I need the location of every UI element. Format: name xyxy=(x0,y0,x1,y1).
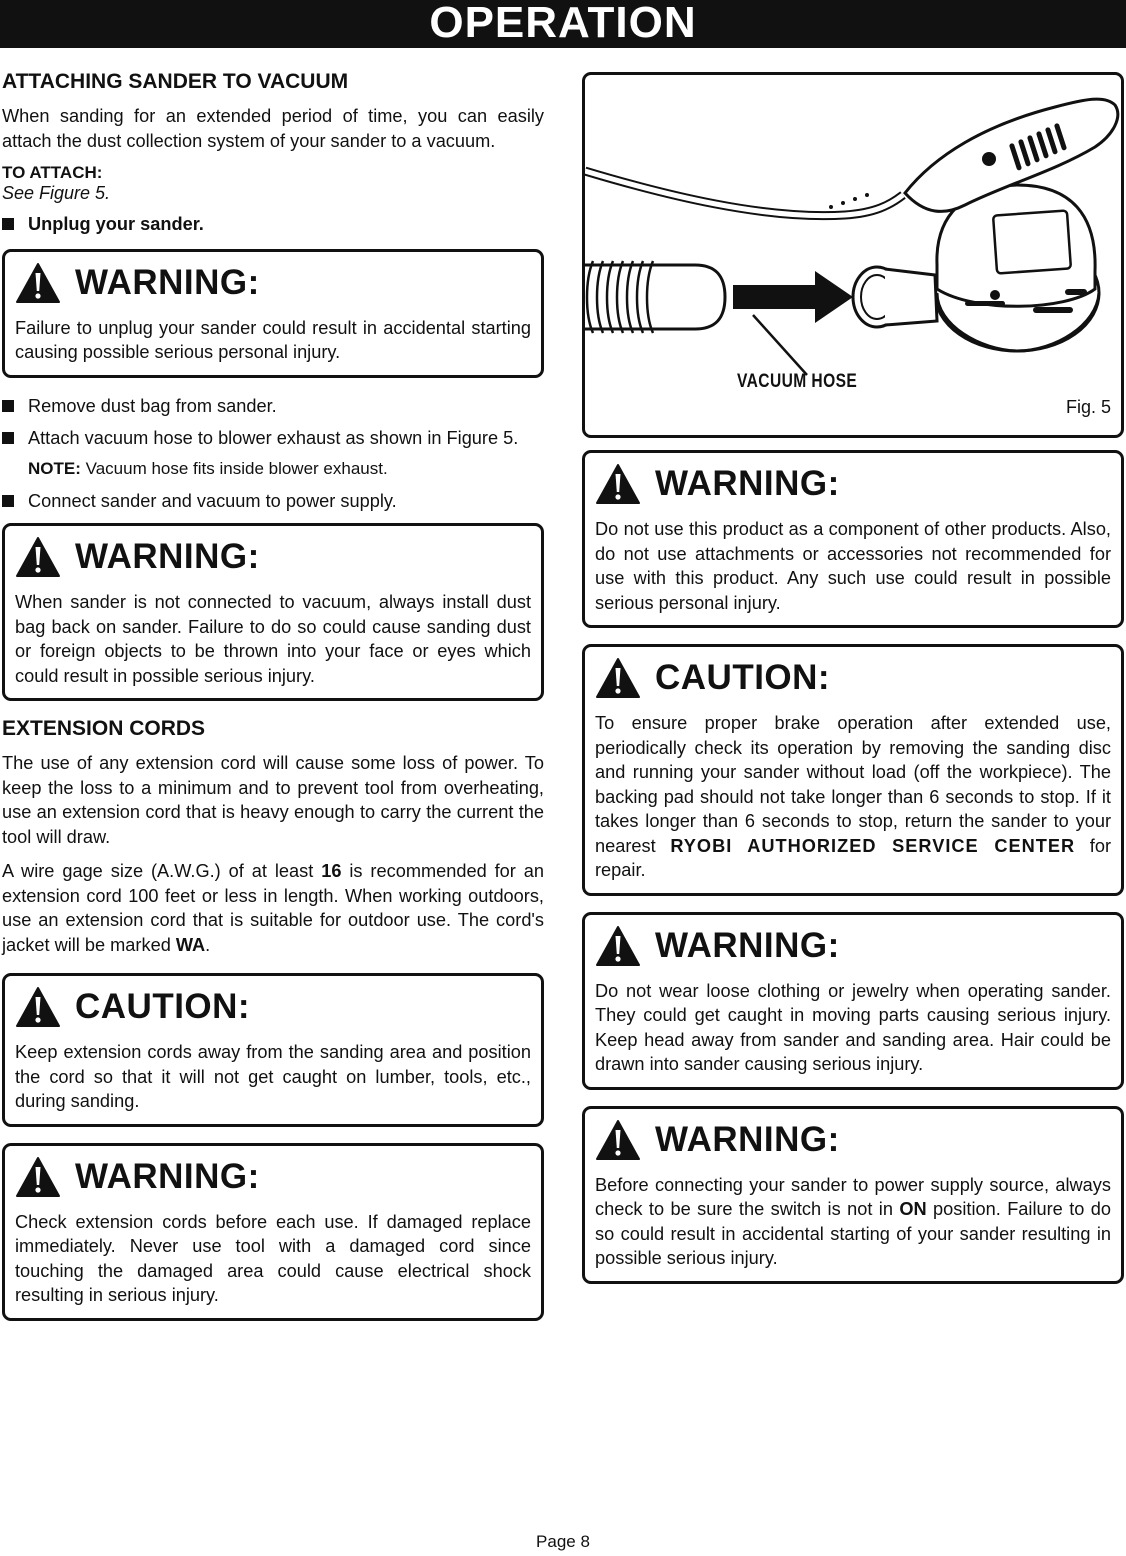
caution-text: To ensure proper brake operation after extended use, periodically check its operation by removing the sanding disc and running your sander without load (off the workpiece). The backing pad should not take longer than 6 seconds to stop. If it takes longer than 6 seconds to stop, return the sander to your nearest RYOBI AUTHORIZED SERVICE CENTER for repair. xyxy=(595,713,1111,880)
warning-title: WARNING: xyxy=(655,464,840,503)
warning-box-clothing xyxy=(582,912,1124,1090)
page-number: Page 8 xyxy=(536,1532,590,1551)
figure-number: Fig. 5 xyxy=(1065,397,1111,417)
warning-triangle-icon xyxy=(15,986,61,1028)
warning-title: WARNING: xyxy=(655,1119,840,1159)
figure-callout-label: VACUUM HOSE xyxy=(737,371,858,392)
warning-triangle-icon xyxy=(15,1156,61,1198)
figure-5 xyxy=(582,72,1124,438)
page-title: OPERATION xyxy=(0,0,1126,48)
warning-triangle-icon xyxy=(595,925,641,967)
warning-triangle-icon xyxy=(595,463,641,505)
warning-text: Failure to unplug your sander could result in accidental starting causing possible serious personal injury. xyxy=(15,317,531,362)
caution-title: CAUTION: xyxy=(655,658,831,697)
warning-triangle-icon xyxy=(595,657,641,699)
to-attach-label: TO ATTACH: xyxy=(2,163,103,182)
bullet-unplug: Unplug your sander. xyxy=(2,212,544,237)
warning-box-dust-bag xyxy=(2,523,544,701)
note: NOTE: Vacuum hose fits inside blower exhaust. xyxy=(28,458,388,478)
warning-text: Do not wear loose clothing or jewelry when operating sander. They could get caught in moving parts causing serious injury. Keep head away from sander and sanding area. Hair could be drawn into sander causing serious injury. xyxy=(595,980,1111,1074)
warning-title: WARNING: xyxy=(75,262,260,302)
warning-triangle-icon xyxy=(15,536,61,578)
caution-text: Keep extension cords away from the sanding area and position the cord so that it will not get caught on lumber, tools, etc., during sanding. xyxy=(15,1042,531,1111)
right-column xyxy=(582,72,1124,1300)
warning-triangle-icon xyxy=(595,1119,641,1161)
warning-text: Before connecting your sander to power supply source, always check to be sure the switch is not in ON position. Failure to do so could result in accidental starting of your sander resulting in possible serious injury. xyxy=(595,1174,1112,1268)
bullet-attach-hose: Attach vacuum hose to blower exhaust as shown in Figure 5. xyxy=(2,426,544,451)
warning-text: Do not use this product as a component of other products. Also, do not use attachments or accessories not recommended for use with this product. Any such use could result in possible serious personal injury. xyxy=(595,519,1111,613)
bullet-remove-bag: Remove dust bag from sander. xyxy=(2,394,544,419)
warning-text: When sander is not connected to vacuum, always install dust bag back on sander. Failure to do so could cause sanding dust or foreign objects to be thrown into your face or eyes which could result in possible serious injury. xyxy=(15,592,531,686)
extension-paragraph-2: A wire gage size (A.W.G.) of at least 16 is recommended for an extension cord 100 feet or less in length. When working outdoors, use an extension cord that is suitable for outdoor use. The cord's jacket will be marked WA. xyxy=(2,861,545,955)
see-figure-text: See Figure 5. xyxy=(2,183,111,203)
bullet-square-icon xyxy=(2,400,14,412)
bullet-square-icon xyxy=(2,432,14,444)
warning-title: WARNING: xyxy=(655,925,840,965)
warning-box-components xyxy=(582,450,1124,628)
warning-title: WARNING: xyxy=(75,1156,260,1196)
warning-box-check-cords xyxy=(2,1143,544,1321)
bullet-square-icon xyxy=(2,218,14,230)
intro-paragraph: When sanding for an extended period of time, you can easily attach the dust collection system of your sander to a vacuum. xyxy=(2,106,544,151)
section-heading-extension-cords: EXTENSION CORDS xyxy=(2,717,206,740)
warning-text: Check extension cords before each use. If damaged replace immediately. Never use tool with a damaged cord since touching the damaged area could cause electrical shock resulting in serious injury. xyxy=(15,1211,531,1305)
caution-title: CAUTION: xyxy=(75,987,251,1026)
warning-title: WARNING: xyxy=(75,537,260,576)
warning-box-unplug xyxy=(2,249,544,378)
caution-box-extension-cords xyxy=(2,973,544,1127)
bullet-connect-power: Connect sander and vacuum to power supply. xyxy=(2,489,544,514)
warning-triangle-icon xyxy=(15,262,61,304)
extension-paragraph-1: The use of any extension cord will cause some loss of power. To keep the loss to a minimum and to prevent tool from overheating, use an extension cord that is heavy enough to carry the current the tool will draw. xyxy=(2,753,544,847)
warning-box-switch xyxy=(582,1106,1124,1284)
caution-box-brake xyxy=(582,644,1124,896)
left-column xyxy=(2,62,544,1337)
section-heading-attaching: ATTACHING SANDER TO VACUUM xyxy=(2,70,349,93)
bullet-square-icon xyxy=(2,495,14,507)
